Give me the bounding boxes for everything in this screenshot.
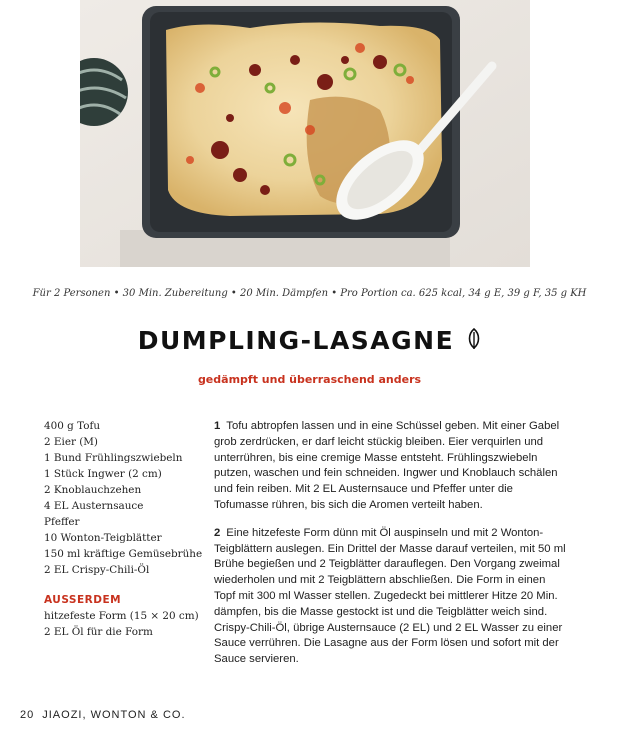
- ingredient-item: 2 Eier (M): [44, 436, 98, 448]
- book-title: JIAOZI, WONTON & CO.: [42, 709, 186, 721]
- ingredient-item: 2 Knoblauchzehen: [44, 484, 142, 496]
- step-1: [214, 419, 567, 514]
- ingredient-item: 1 Stück Ingwer (2 cm): [44, 468, 162, 480]
- page-number: 20: [20, 709, 35, 721]
- ingredient-item: 10 Wonton-Teigblätter: [44, 532, 162, 544]
- ingredient-list: [44, 418, 204, 578]
- ingredient-item: 150 ml kräftige Gemüsebrühe: [44, 548, 203, 560]
- recipe-meta-line: Für 2 Personen • 30 Min. Zubereitung • 20 Min. Dämpfen • Pro Portion ca. 625 kcal, 34 g E, 39 g F, 35 g KH: [32, 288, 587, 299]
- leaf-icon: [467, 328, 481, 354]
- extra-item: hitzefeste Form (15 × 20 cm): [44, 610, 199, 622]
- title-row: [0, 326, 619, 355]
- step-number: 1: [214, 420, 221, 432]
- step-text: Eine hitzefeste Form dünn mit Öl auspinseln und mit 2 Wonton-Teigblättern auslegen. Ein Drittel der Masse darauf verteilen, mit 50 ml Brühe begießen und 2 Teigblätter darauflegen. Den Vorgang zweimal wiederholen und mit 2 Teigblättern abschließen. Die Form in einen Topf mit 300 ml Wasser stellen. Zugedeckt bei mittlerer Hitze 20 Min. dämpfen, bis die Masse gestockt ist und die Teigblätter weich sind. Crispy-Chili-Öl, übrige Austernsauce (2 EL) und 2 EL Wasser zu einer Sauce verrühren. Die Lasagne aus der Form lösen und sofort mit der Sauce servieren.: [214, 526, 566, 666]
- lasagne-dish-illustration: [80, 0, 530, 267]
- ingredient-item: 1 Bund Frühlingszwiebeln: [44, 452, 183, 464]
- ingredient-item: 400 g Tofu: [44, 420, 101, 432]
- step-number: 2: [214, 526, 221, 539]
- extra-item: 2 EL Öl für die Form: [44, 626, 153, 638]
- extra-list: [44, 608, 204, 640]
- ingredient-item: 4 EL Austernsauce: [44, 500, 144, 512]
- step-2: [214, 526, 567, 668]
- recipe-photo: [80, 0, 530, 267]
- step-text: Tofu abtropfen lassen und in eine Schüssel geben. Mit einer Gabel grob zerdrücken, er darf leicht stückig bleiben. Eier verquirlen und unterrühren, bis eine cremige Masse entsteht. Frühlingszwiebeln putzen, waschen und fein schneiden. Ingwer und Knoblauch schälen und fein reiben. Mit 2 EL Austernsauce und Pfeffer unter die Tofumasse rühren, bis sich die Aromen verteilt haben.: [214, 420, 560, 511]
- recipe-subtitle: gedämpft und überraschend anders: [197, 373, 422, 386]
- page-footer: [20, 709, 186, 721]
- steps-column: [214, 419, 567, 680]
- ingredient-item: 2 EL Crispy-Chili-Öl: [44, 564, 150, 576]
- extra-heading: AUSSERDEM: [44, 594, 122, 606]
- ingredient-item: Pfeffer: [44, 516, 80, 528]
- ingredients-column: [44, 418, 204, 640]
- recipe-title: DUMPLING-LASAGNE: [137, 326, 455, 355]
